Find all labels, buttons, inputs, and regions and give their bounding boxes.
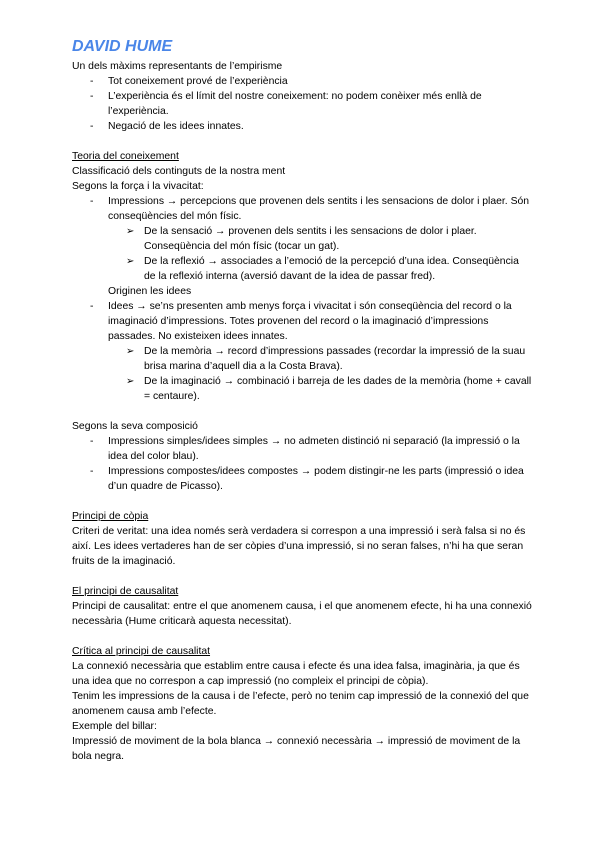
- impressions-subitem: ➢ De la sensació → provenen dels sentits i les sensacions de dolor i plaer. Conseqüència del món físic (tocar un gat).: [72, 224, 532, 254]
- impressions-subitem: ➢ De la reflexió → associades a l’emoció de la percepció d’una idea. Conseqüència de la reflexió interna (aversió davant de la idea de passar fred).: [72, 254, 532, 284]
- idees-text: Idees → se’ns presenten amb menys força i vivacitat i són conseqüència del record o la imaginació d’impressions. Totes provenen del record o la imaginació d’impressions passades. No existeixen idees innates.: [108, 301, 512, 342]
- composicio-bullet: - Impressions simples/idees simples → no admeten distinció ni separació (la impressió o la idea del color blau).: [72, 434, 532, 464]
- critica-paragraph-3: Exemple del billar:: [72, 721, 157, 732]
- idees-item: [72, 299, 532, 404]
- intro-list: [72, 74, 532, 134]
- idees-sublist: [72, 344, 532, 404]
- intro-bullet: - Negació de les idees innates.: [72, 119, 532, 134]
- section-heading-teoria: Teoria del coneixement: [72, 151, 179, 162]
- causalitat-text: Principi de causalitat: entre el que anomenem causa, i el que anomenem efecte, hi ha una connexió necessària (Hume criticarà aquesta necessitat).: [72, 601, 532, 627]
- critica-paragraph-1: La connexió necessària que establim entre causa i efecte és una idea falsa, imaginària, ja que és una idea que no correspon a cap impressió (no compleix el principi de còpia).: [72, 661, 520, 687]
- copia-text: Criteri de veritat: una idea només serà verdadera si correspon a una impressió i serà falsa si no és així. Les idees vertaderes han de ser còpies d’una impressió, si no seran falses, n’hi ha que seran fruits de la imaginació.: [72, 526, 526, 567]
- intro-lead: Un dels màxims representants de l’empirisme: [72, 61, 283, 72]
- impressions-after: Originen les idees: [108, 286, 192, 297]
- intro-bullet: - Tot coneixement prové de l’experiència: [72, 74, 532, 89]
- critica-paragraph-2: Tenim les impressions de la causa i de l’efecte, però no tenim cap impressió de la connexió del que anomenem causa amb l’efecte.: [72, 691, 529, 717]
- impressions-sublist: [72, 224, 532, 284]
- section-heading-critica: Crítica al principi de causalitat: [72, 646, 211, 657]
- intro-bullet: - L’experiència és el límit del nostre coneixement: no podem conèixer més enllà de l’experiència.: [72, 89, 532, 119]
- critica-paragraph-4: Impressió de moviment de la bola blanca → connexió necessària → impressió de moviment de la bola negra.: [72, 736, 521, 762]
- composicio-bullet: - Impressions compostes/idees compostes → podem distingir-ne les parts (impressió o idea d’un quadre de Picasso).: [72, 464, 532, 494]
- teoria-line-1: Classificació dels continguts de la nostra ment: [72, 166, 286, 177]
- idees-subitem: ➢ De la imaginació → combinació i barreja de les dades de la memòria (home + cavall = centaure).: [72, 374, 532, 404]
- idees-subitem: ➢ De la memòria → record d’impressions passades (recordar la impressió de la suau brisa marina d’aquell dia a la Costa Brava).: [72, 344, 532, 374]
- impressions-text: Impressions → percepcions que provenen dels sentits i les sensacions de dolor i plaer. Són conseqüències del món físic.: [108, 196, 530, 222]
- teoria-line-2: Segons la força i la vivacitat:: [72, 181, 204, 192]
- composicio-list: [72, 434, 532, 494]
- section-heading-causalitat: El principi de causalitat: [72, 586, 179, 597]
- impressions-item: [72, 194, 532, 299]
- document-title: DAVID HUME: [72, 38, 173, 55]
- teoria-list: [72, 194, 532, 404]
- document-page: [72, 36, 532, 764]
- section-heading-copia: Principi de còpia: [72, 511, 149, 522]
- composicio-lead: Segons la seva composició: [72, 421, 198, 432]
